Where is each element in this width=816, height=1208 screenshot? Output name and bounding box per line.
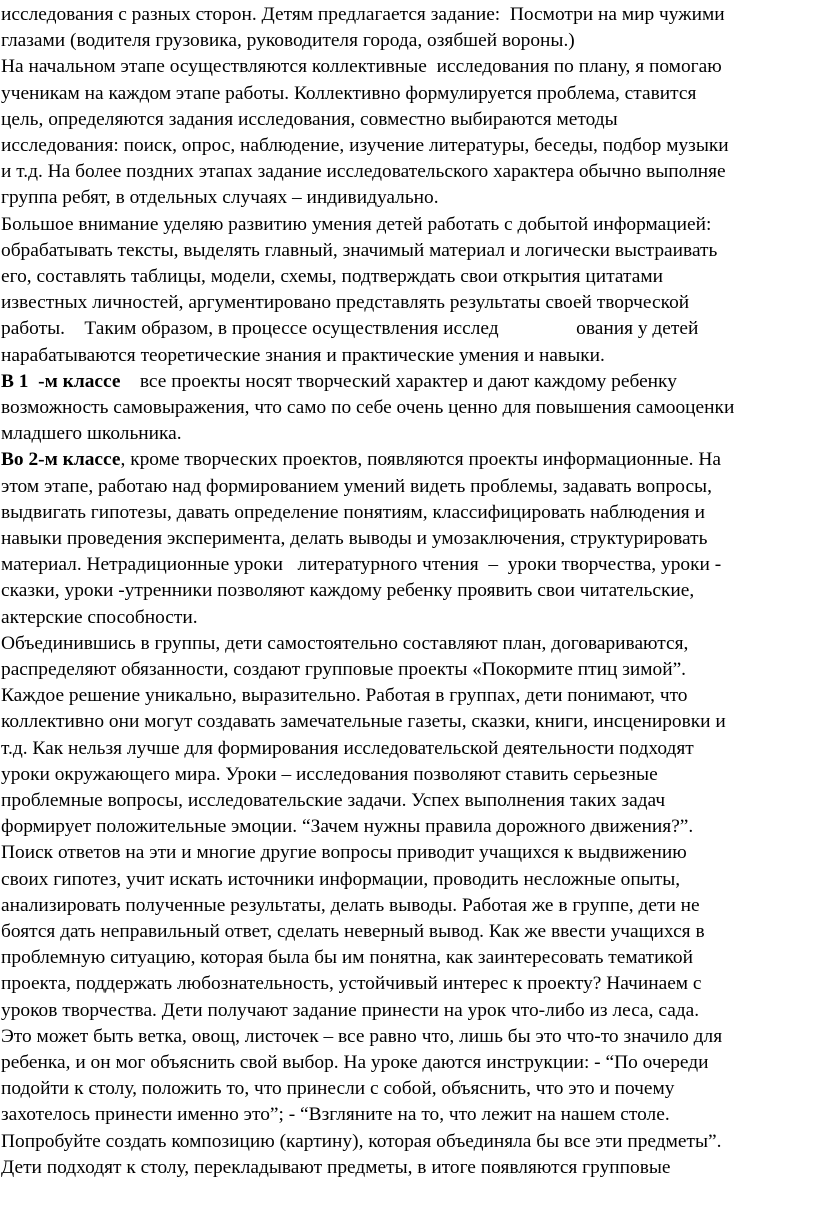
text-run: Поиск ответов на эти и многие другие вопросы приводит учащихся к выдвижению <box>1 842 687 864</box>
text-run: глазами (водителя грузовика, руководителя города, озябшей вороны.) <box>1 30 575 52</box>
text-run: захотелось принести именно это”; - “Взгляните на то, что лежит на нашем столе. <box>1 1104 670 1126</box>
text-run: Дети подходят к столу, перекладывают предметы, в итоге появляются групповые <box>1 1156 671 1178</box>
text-line <box>1 631 688 657</box>
text-line <box>1 683 687 709</box>
text-run: формирует положительные эмоции. “Зачем нужны правила дорожного движения?”. <box>1 816 694 838</box>
text-run: актерские способности. <box>1 606 198 628</box>
text-line <box>1 81 696 107</box>
text-line <box>1 709 726 735</box>
text-line <box>1 762 658 788</box>
text-run: сказки, уроки -утренники позволяют каждому ребенку проявить свои читательские, <box>1 580 695 602</box>
bold-run: В 1 -м классе <box>1 370 121 392</box>
text-run: обрабатывать тексты, выделять главный, значимый материал и логически выстраивать <box>1 239 718 261</box>
text-run: выдвигать гипотезы, давать определение понятиям, классифицировать наблюдения и <box>1 501 705 523</box>
text-line <box>1 552 721 578</box>
text-run: уроки окружающего мира. Уроки – исследования позволяют ставить серьезные <box>1 763 658 785</box>
text-run: На начальном этапе осуществляются коллективные исследования по плану, я помогаю <box>1 56 722 78</box>
text-line <box>1 814 693 840</box>
text-run: уроков творчества. Дети получают задание принести на урок что-либо из леса, сада. <box>1 999 700 1021</box>
text-run: исследования: поиск, опрос, наблюдение, изучение литературы, беседы, подбор музыки <box>1 135 729 156</box>
text-line <box>1 212 711 238</box>
text-line <box>1 971 702 997</box>
text-line <box>1 238 717 264</box>
text-run: Попробуйте создать композицию (картину), которая объединяла бы все эти предметы”. <box>1 1130 722 1152</box>
text-run: т.д. Как нельзя лучше для формирования исследовательской деятельности подходят <box>1 737 694 759</box>
text-line <box>1 840 687 866</box>
text-run: распределяют обязанности, создают групповые проекты «Покормите птиц зимой”. <box>1 659 687 680</box>
text-line <box>1 500 705 526</box>
text-line <box>1 736 694 762</box>
text-run: цель, определяются задания исследования, совместно выбираются методы <box>1 108 618 130</box>
text-line <box>1 605 198 631</box>
text-line <box>1 159 726 185</box>
text-line <box>1 657 686 683</box>
text-run: боятся дать неправильный ответ, сделать неверный вывод. Как же ввести учащихся в <box>1 921 705 942</box>
text-line <box>1 107 618 133</box>
text-line <box>1 526 707 552</box>
text-run: все проекты носят творческий характер и дают каждому ребенку <box>120 370 677 392</box>
text-line <box>1 2 725 28</box>
text-line <box>1 395 734 421</box>
text-line <box>1 421 182 447</box>
text-line <box>1 290 689 316</box>
text-run: Большое внимание уделяю развитию умения детей работать с добытой информацией: <box>1 213 712 235</box>
text-run: Это может быть ветка, овощ, листочек – все равно что, лишь бы это что-то значило для <box>1 1025 723 1047</box>
text-run: возможность самовыражения, что само по себе очень ценно для повышения самооценки <box>1 397 735 418</box>
text-line <box>1 945 693 971</box>
text-run: ребенка, и он мог объяснить свой выбор. На уроке даются инструкции: - “По очереди <box>1 1052 709 1073</box>
text-run: навыки проведения эксперимента, делать выводы и умозаключения, структурировать <box>1 528 708 549</box>
text-run: ученикам на каждом этапе работы. Коллективно формулируется проблема, ставится <box>1 82 697 104</box>
text-run: анализировать полученные результаты, делать выводы. Работая же в группе, дети не <box>1 894 700 916</box>
text-line <box>1 1155 671 1181</box>
bold-run: Во 2-м классе <box>1 449 121 471</box>
text-run: коллективно они могут создавать замечательные газеты, сказки, книги, инсценировки и <box>1 711 726 733</box>
text-line <box>1 1102 670 1128</box>
text-line <box>1 1129 721 1155</box>
text-line <box>1 28 575 54</box>
text-run: и т.д. На более поздних этапах задание исследовательского характера обычно выполняе <box>1 161 726 183</box>
text-run: проекта, поддержать любознательность, устойчивый интерес к проекту? Начинаем с <box>1 973 702 995</box>
text-line <box>1 867 680 893</box>
text-run: нарабатываются теоретические знания и практические умения и навыки. <box>1 344 605 366</box>
text-line <box>1 919 705 945</box>
text-run: проблемную ситуацию, которая была бы им понятна, как заинтересовать тематикой <box>1 947 693 969</box>
text-run: группа ребят, в отдельных случаях – индивидуально. <box>1 187 439 209</box>
text-line <box>1 1076 675 1102</box>
text-run: известных личностей, аргументировано представлять результаты своей творческой <box>1 292 690 314</box>
text-run: Объединившись в группы, дети самостоятельно составляют план, договариваются, <box>1 632 689 654</box>
text-line <box>1 788 665 814</box>
text-run: работы. Таким образом, в процессе осуществления исслед ования у детей <box>1 318 699 340</box>
text-run: его, составлять таблицы, модели, схемы, подтверждать свои открытия цитатами <box>1 266 663 287</box>
text-line <box>1 474 712 500</box>
text-run: Каждое решение уникально, выразительно. Работая в группах, дети понимают, что <box>1 685 688 707</box>
text-line <box>1 264 663 290</box>
text-line <box>1 1024 722 1050</box>
text-run: своих гипотез, учит искать источники информации, проводить несложные опыты, <box>1 868 681 890</box>
text-line <box>1 893 700 919</box>
text-run: подойти к столу, положить то, что принесли с собой, объяснить, что это и почему <box>1 1078 675 1100</box>
text-line <box>1 1050 708 1076</box>
text-run: материал. Нетрадиционные уроки литературного чтения – уроки творчества, уроки - <box>1 554 722 576</box>
text-run: младшего школьника. <box>1 423 182 445</box>
text-line <box>1 54 722 80</box>
text-line <box>1 316 698 342</box>
text-line <box>1 185 439 211</box>
text-run: проблемные вопросы, исследовательские задачи. Успех выполнения таких задач <box>1 790 666 811</box>
text-line <box>1 133 729 159</box>
text-line <box>1 447 721 473</box>
text-run: этом этапе, работаю над формированием умений видеть проблемы, задавать вопросы, <box>1 475 712 497</box>
text-run: , кроме творческих проектов, появляются проекты информационные. На <box>120 449 721 471</box>
text-run: исследования с разных сторон. Детям предлагается задание: Посмотри на мир чужими <box>1 4 725 25</box>
text-line <box>1 369 677 395</box>
text-line <box>1 343 605 369</box>
text-line <box>1 578 694 604</box>
text-line <box>1 998 699 1024</box>
